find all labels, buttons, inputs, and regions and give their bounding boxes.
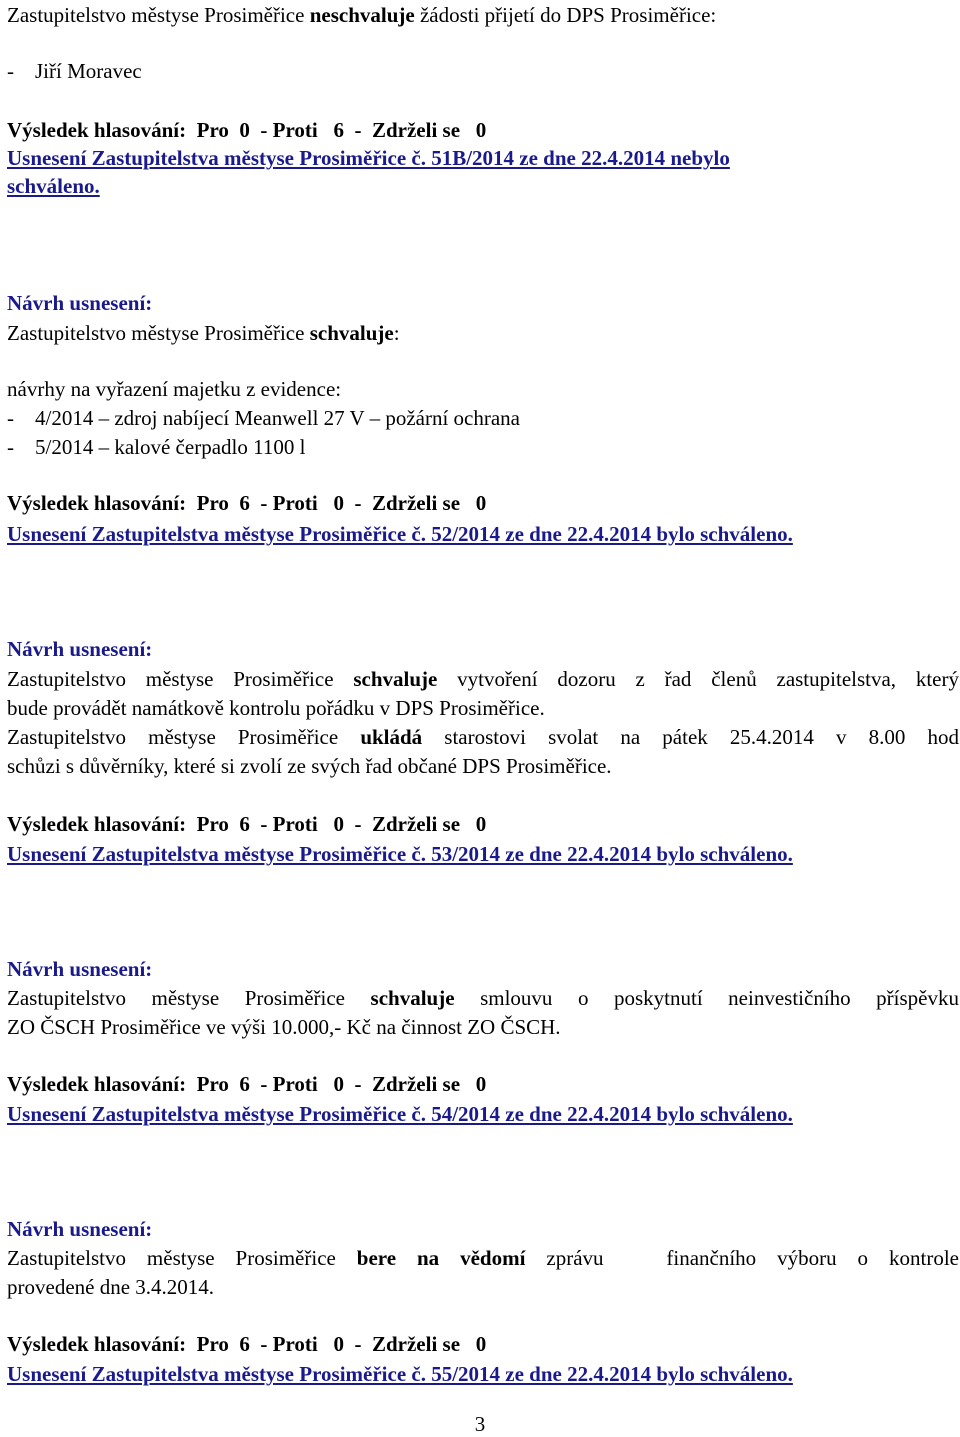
vote-result-55: Výsledek hlasování: Pro 6 - Proti 0 - Zdrželi se 0	[7, 1332, 487, 1356]
intro-text-pre: Zastupitelstvo městyse Prosiměřice	[7, 3, 310, 27]
proposal-heading-54: Návrh usnesení:	[7, 957, 153, 981]
resolution-51b-line2[interactable]: schváleno.	[7, 174, 100, 198]
vote-result-53: Výsledek hlasování: Pro 6 - Proti 0 - Zdrželi se 0	[7, 812, 487, 836]
section-54-line2: ZO ČSCH Prosiměřice ve výši 10.000,- Kč na činnost ZO ČSCH.	[7, 1015, 561, 1039]
intro-paragraph	[7, 2, 716, 28]
section-52-statement: Zastupitelstvo městyse Prosiměřice schvaluje:	[7, 321, 400, 345]
resolution-51b-line1[interactable]: Usnesení Zastupitelstva městyse Prosiměřice č. 51B/2014 ze dne 22.4.2014 nebylo	[7, 146, 730, 170]
proposal-heading-55: Návrh usnesení:	[7, 1217, 153, 1241]
intro-list-item: - Jiří Moravec	[7, 59, 142, 83]
proposal-heading-52: Návrh usnesení:	[7, 291, 153, 315]
section-53-p2-line1: Zastupitelstvo městyse Prosiměřice ukládá starostovi svolat na pátek 25.4.2014 v 8.00 hod	[7, 725, 960, 749]
section-55-line1: Zastupitelstvo městyse Prosiměřice bere na vědomí zprávu finančního výboru o kontrole	[7, 1246, 959, 1270]
page-number: 3	[474, 1412, 486, 1436]
vote-result-51b: Výsledek hlasování: Pro 0 - Proti 6 - Zdrželi se 0	[7, 118, 487, 142]
resolution-52[interactable]: Usnesení Zastupitelstva městyse Prosiměřice č. 52/2014 ze dne 22.4.2014 bylo schváleno.	[7, 522, 793, 546]
section-55-line2: provedené dne 3.4.2014.	[7, 1275, 215, 1299]
section-53-p2-line2: schůzi s důvěrníky, které si zvolí ze svých řad občané DPS Prosiměřice.	[7, 754, 612, 778]
section-53-p1-line2: bude provádět namátkově kontrolu pořádku v DPS Prosiměřice.	[7, 696, 545, 720]
section-52-item-2: - 5/2014 – kalové čerpadlo 1100 l	[7, 435, 306, 459]
section-52-verb: schvaluje	[309, 321, 394, 345]
section-54-verb: schvaluje	[370, 986, 455, 1010]
resolution-54[interactable]: Usnesení Zastupitelstva městyse Prosiměřice č. 54/2014 ze dne 22.4.2014 bylo schváleno.	[7, 1102, 793, 1126]
intro-verb: neschvaluje	[309, 3, 415, 27]
vote-result-54: Výsledek hlasování: Pro 6 - Proti 0 - Zdrželi se 0	[7, 1072, 487, 1096]
intro-text-post: žádosti přijetí do DPS Prosiměřice:	[414, 3, 717, 27]
resolution-53[interactable]: Usnesení Zastupitelstva městyse Prosiměřice č. 53/2014 ze dne 22.4.2014 bylo schváleno.	[7, 842, 793, 866]
vote-result-52: Výsledek hlasování: Pro 6 - Proti 0 - Zdrželi se 0	[7, 491, 487, 515]
section-53-p1-line1: Zastupitelstvo městyse Prosiměřice schvaluje vytvoření dozoru z řad členů zastupitelstva, který	[7, 667, 959, 691]
section-52-item-1: - 4/2014 – zdroj nabíjecí Meanwell 27 V – požární ochrana	[7, 406, 520, 430]
proposal-heading-53: Návrh usnesení:	[7, 637, 153, 661]
section-54-line1: Zastupitelstvo městyse Prosiměřice schvaluje smlouvu o poskytnutí neinvestičního příspěvku	[7, 986, 960, 1010]
section-53-verb-1: schvaluje	[353, 667, 438, 691]
resolution-55[interactable]: Usnesení Zastupitelstva městyse Prosiměřice č. 55/2014 ze dne 22.4.2014 bylo schváleno.	[7, 1362, 793, 1386]
section-55-verb: bere na vědomí	[356, 1246, 526, 1270]
section-53-verb-2: ukládá	[360, 725, 423, 749]
section-52-intro: návrhy na vyřazení majetku z evidence:	[7, 377, 342, 401]
